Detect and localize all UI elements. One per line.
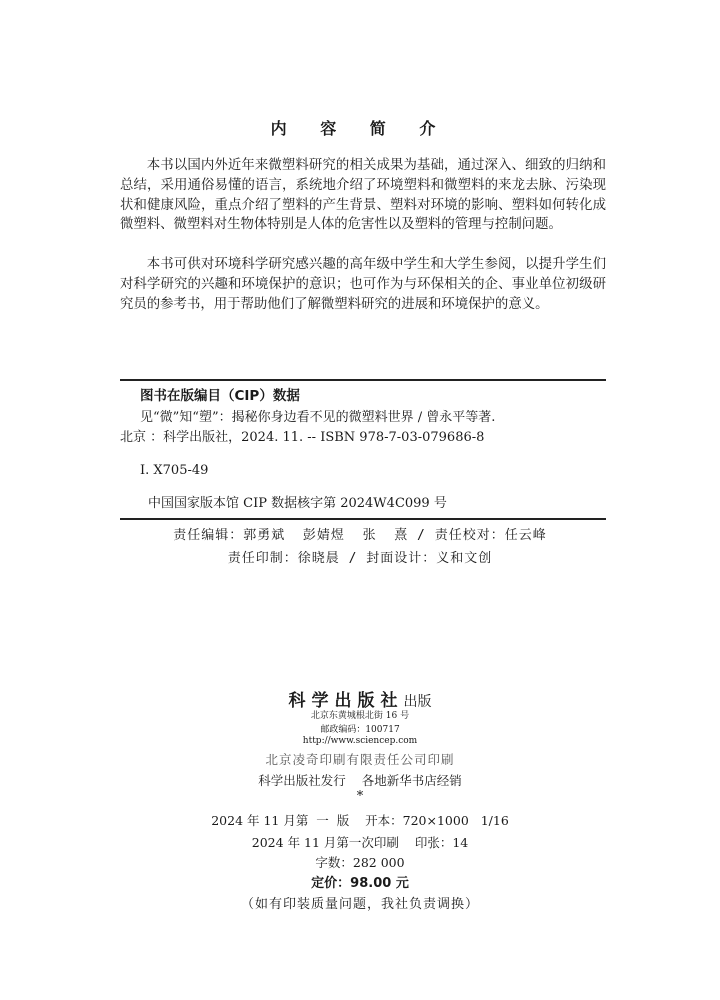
quality-notice: （如有印装质量问题，我社负责调换） bbox=[240, 897, 479, 912]
cip-publication-line: 北京 ：科学出版社，2024. 11. -- ISBN 978-7-03-079686-8 bbox=[120, 430, 485, 445]
summary-paragraph-1: 本书以国内外近年来微塑料研究的相关成果为基础，通过深入、细致的归纳和总结，采用通俗易懂的语言，系统地介绍了环境塑料和微塑料的来龙去脉、污染现状和健康风险，重点介绍了塑料的产生背景、塑料对环境的影响、塑料如何转化成微塑料、微塑料对生物体特别是人体的危害性以及塑料的管理与控制问题。 bbox=[120, 158, 606, 233]
cip-bottom-rule bbox=[120, 518, 606, 520]
cip-record-number-line: 中国国家版本馆 CIP 数据核字第 2024W4C099 号 bbox=[148, 496, 447, 511]
production-credits: 责任印制：徐晓晨 / 封面设计：义和文创 bbox=[227, 551, 493, 566]
printer-line: 北京凌奇印刷有限责任公司印刷 bbox=[265, 752, 455, 767]
distribution-line: 科学出版社发行 各地新华书店经销 bbox=[258, 773, 462, 788]
word-count: 字数：282 000 bbox=[315, 855, 405, 870]
page-title: 内 容 简 介 bbox=[270, 119, 450, 138]
cip-title-line: 见“微”知“塑”：揭秘你身边看不见的微塑料世界 / 曾永平等著. bbox=[140, 410, 496, 425]
separator-star: * bbox=[356, 789, 364, 804]
publisher-logo-name: 科学出版社 bbox=[288, 691, 404, 711]
cip-top-rule bbox=[120, 379, 606, 381]
summary-paragraph-2: 本书可供对环境科学研究感兴趣的高年级中学生和大学生参阅，以提升学生们对科学研究的兴趣和环境保护的意识；也可作为与环保相关的企、事业单位初级研究员的参考书，用于帮助他们了解微塑料研究的进展和环境保护的意义。 bbox=[120, 257, 606, 312]
edition-line: 2024 年 11 月第 一 版 开本：720×1000 1/16 bbox=[211, 813, 509, 828]
publisher-address: 北京东黄城根北街 16 号 bbox=[310, 711, 410, 721]
publisher-url: http://www.sciencep.com bbox=[302, 736, 418, 746]
cip-classification-line: Ⅰ. X705-49 bbox=[140, 463, 209, 478]
publisher-suffix: 出版 bbox=[403, 694, 432, 710]
price: 定价：98.00 元 bbox=[311, 876, 409, 891]
editor-credits: 责任编辑：郭勇斌 彭婧煜 张 熹 / 责任校对：任云峰 bbox=[173, 528, 547, 543]
printing-line: 2024 年 11 月第一次印刷 印张：14 bbox=[251, 835, 469, 850]
cip-heading: 图书在版编目（CIP）数据 bbox=[140, 388, 300, 404]
publisher-postcode: 邮政编码：100717 bbox=[320, 725, 400, 735]
